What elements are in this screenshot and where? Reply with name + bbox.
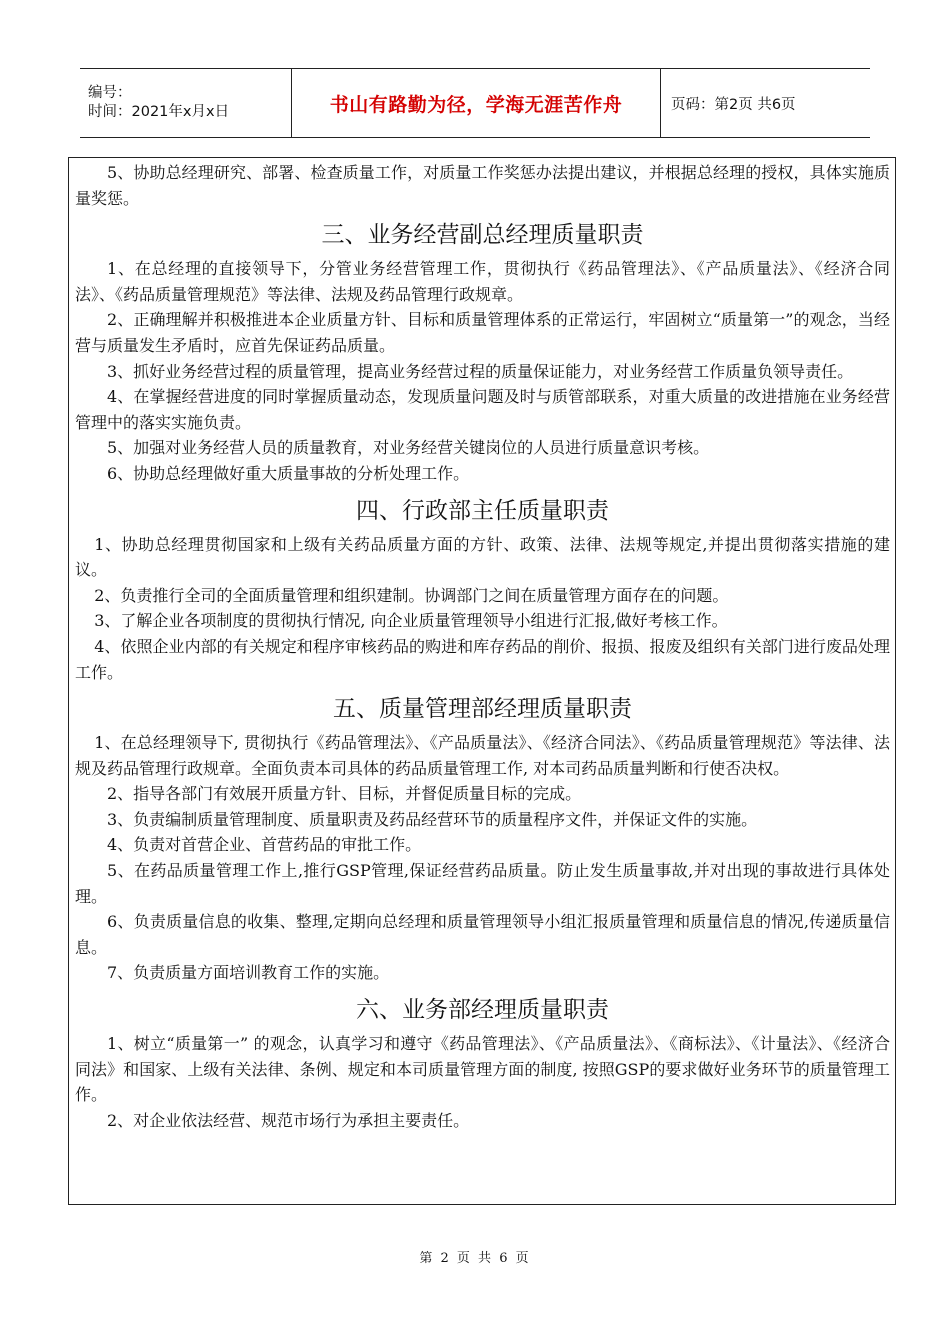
section-4-item-4: 4、依照企业内部的有关规定和程序审核药品的购进和库存药品的削价、报损、报废及组织有关部门进行废品处理工作。 (75, 636, 890, 682)
section-3-item-3: 3、抓好业务经营过程的质量管理，提高业务经营过程的质量保证能力，对业务经营工作质量负领导责任。 (107, 361, 854, 381)
intro-item-5: 5、协助总经理研究、部署、检查质量工作，对质量工作奖惩办法提出建议，并根据总经理的授权，具体实施质量奖惩。 (75, 163, 890, 208)
section-6-item-1: 1、树立“质量第一” 的观念，认真学习和遵守《药品管理法》、《产品质量法》、《商标法》、《计量法》、《经济合同法》和国家、上级有关法律、条例、规定和本司质量管理方面的制度, 按照GSP的要求做好业务环节的质量管理工作。 (75, 1034, 890, 1105)
section-3-item-4: 4、在掌握经营进度的同时掌握质量动态，发现质量问题及时与质管部联系，对重大质量的改进措施在业务经营管理中的落实实施负责。 (75, 387, 890, 432)
header-meta (80, 69, 291, 137)
section-3-item-1: 1、在总经理的直接领导下，分管业务经营管理工作，贯彻执行《药品管理法》、《产品质量法》、《经济合同法》、《药品质量管理规范》等法律、法规及药品管理行政规章。 (75, 259, 890, 304)
section-5-item-1: 1、在总经理领导下, 贯彻执行《药品管理法》、《产品质量法》、《经济合同法》、《药品质量管理规范》等法律、法规及药品管理行政规章。全面负责本司具体的药品质量管理工作, 对本司药品质量判断和行使否决权。 (75, 733, 890, 778)
section-3-item-5: 5、加强对业务经营人员的质量教育，对业务经营关键岗位的人员进行质量意识考核。 (107, 438, 710, 458)
page-info-text: 页码：第2页 共6页 (671, 96, 796, 113)
section-5-heading: 五、质量管理部经理质量职责 (333, 696, 632, 723)
document-time-label: 时间：2021年x月x日 (88, 104, 230, 120)
section-4-item-1: 1、协助总经理贯彻国家和上级有关药品质量方面的方针、政策、法律、法规等规定,并提出贯彻落实措施的建议。 (75, 534, 890, 580)
section-6-item-2: 2、对企业依法经营、规范市场行为承担主要责任。 (107, 1110, 470, 1130)
section-5-item-7: 7、负责质量方面培训教育工作的实施。 (107, 963, 390, 983)
section-5-item-3: 3、负责编制质量管理制度、质量职责及药品经营环节的质量程序文件，并保证文件的实施。 (107, 809, 758, 829)
page-header (80, 68, 870, 138)
document-number-label: 编号： (88, 85, 132, 101)
motto-text: 书山有路勤为径，学海无涯苦作舟 (329, 93, 623, 116)
section-5-item-5: 5、在药品质量管理工作上,推行GSP管理,保证经营药品质量。防止发生质量事故,并对出现的事故进行具体处理。 (75, 861, 890, 906)
section-5-item-4: 4、负责对首营企业、首营药品的审批工作。 (107, 835, 422, 855)
content-box (68, 157, 896, 1205)
section-4-heading: 四、行政部主任质量职责 (356, 497, 609, 524)
section-6-heading: 六、业务部经理质量职责 (356, 997, 609, 1024)
header-page-info (661, 69, 796, 137)
section-4-item-2: 2、负责推行全司的全面质量管理和组织建制。协调部门之间在质量管理方面存在的问题。 (94, 585, 729, 605)
section-4-item-3: 3、了解企业各项制度的贯彻执行情况, 向企业质量管理领导小组进行汇报,做好考核工作。 (94, 611, 728, 631)
page-footer: 第 2 页 共 6 页 (419, 1251, 531, 1266)
section-3-item-6: 6、协助总经理做好重大质量事故的分析处理工作。 (107, 463, 470, 483)
section-5-item-2: 2、指导各部门有效展开质量方针、目标，并督促质量目标的完成。 (107, 784, 582, 804)
section-3-heading: 三、业务经营副总经理质量职责 (321, 222, 644, 249)
section-3-item-2: 2、正确理解并积极推进本企业质量方针、目标和质量管理体系的正常运行，牢固树立“质量第一”的观念，当经营与质量发生矛盾时，应首先保证药品质量。 (75, 310, 890, 355)
header-motto (291, 69, 661, 137)
section-5-item-6: 6、负责质量信息的收集、整理,定期向总经理和质量管理领导小组汇报质量管理和质量信息的情况,传递质量信息。 (75, 912, 890, 957)
